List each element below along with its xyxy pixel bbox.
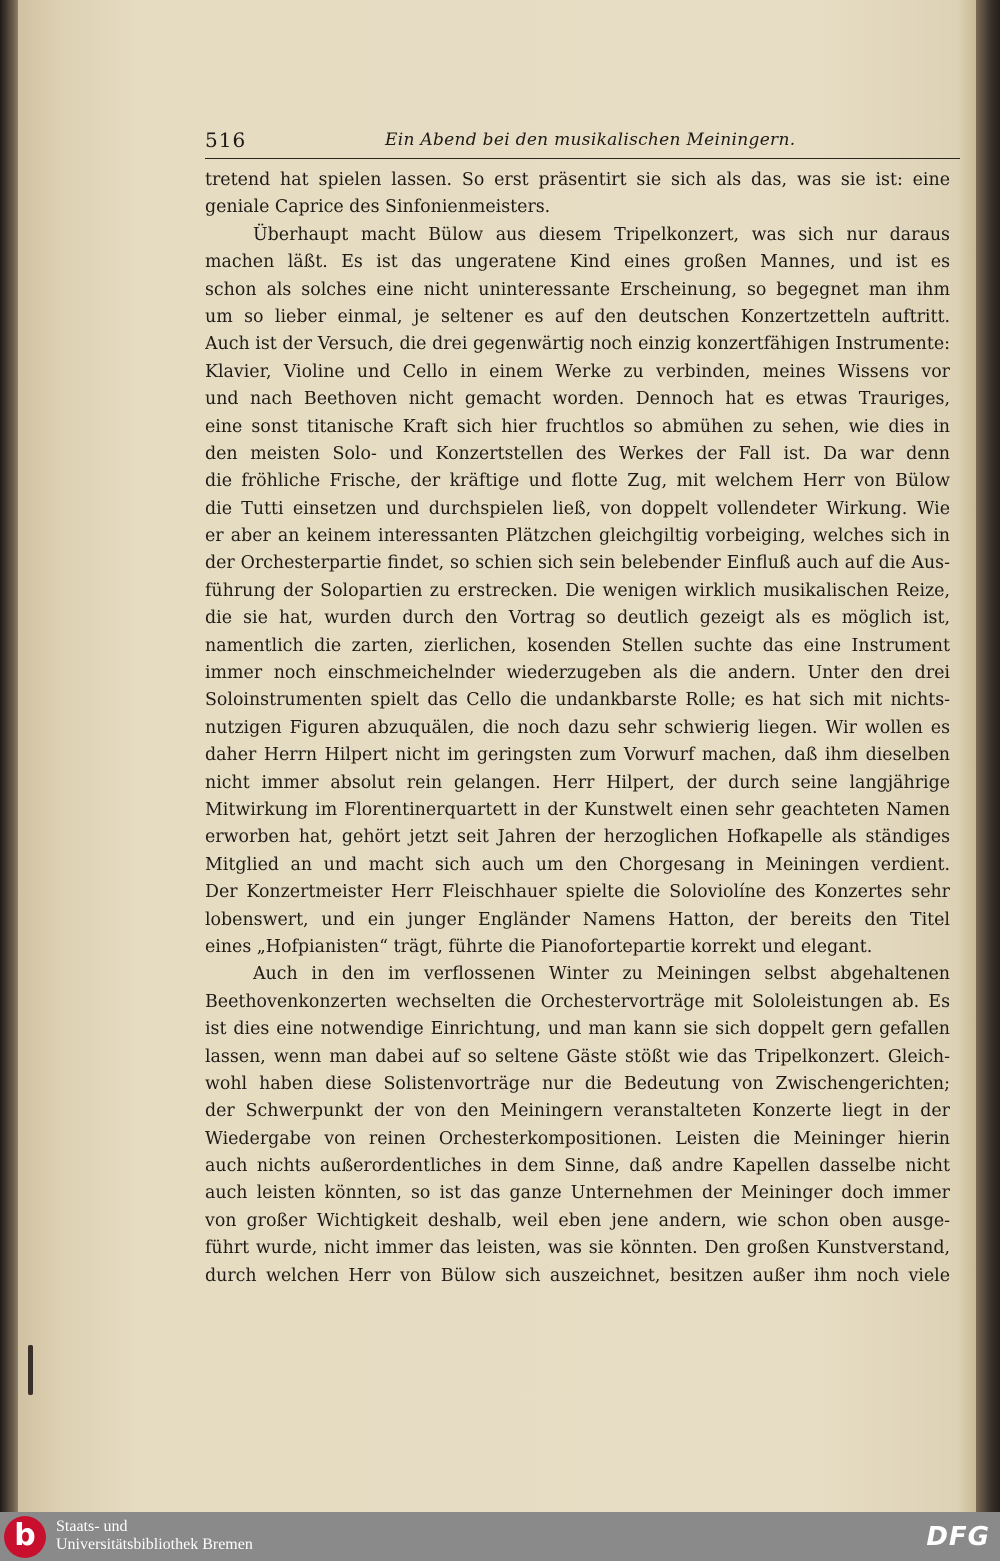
text-line: eines „Hofpianisten“ trägt, führte die Pianofortepartie korrekt und elegant. (205, 936, 873, 957)
text-line: Mitwirkung im Florentinerquartett in der Kunstwelt einen sehr geachteten Namen (205, 799, 950, 820)
body-text (205, 167, 950, 1290)
text-line: nutzigen Figuren abzuquälen, die noch dazu sehr schwierig liegen. Wir wollen es (205, 717, 950, 738)
text-line: Auch in den im verflossenen Winter zu Meiningen selbst abgehaltenen (253, 964, 950, 985)
text-line: geniale Caprice des Sinfonienmeisters. (205, 197, 551, 218)
text-line: machen läßt. Es ist das ungeratene Kind eines großen Mannes, und ist es (205, 252, 950, 273)
text-line: von großer Wichtigkeit deshalb, weil eben jene andern, wie schon oben ausge- (205, 1210, 950, 1231)
margin-mark (28, 1345, 33, 1395)
text-line: wohl haben diese Solistenvorträge nur die Bedeutung von Zwischengerichten; (205, 1073, 950, 1094)
text-line: namentlich die zarten, zierlichen, kosenden Stellen suchte das eine Instrument (205, 635, 950, 656)
text-line: Klavier, Violine und Cello in einem Werke zu verbinden, meines Wissens vor (205, 361, 950, 382)
text-line: Wiedergabe von reinen Orchesterkompositionen. Leisten die Meininger hierin (205, 1128, 950, 1149)
page-number: 516 (205, 128, 247, 152)
library-name-line1: Staats- und (56, 1518, 128, 1535)
text-line: der Schwerpunkt der von den Meiningern veranstalteten Konzerte liegt in der (205, 1101, 950, 1122)
text-line: um so lieber einmal, je seltener es auf den deutschen Konzertzetteln auftritt. (205, 306, 950, 327)
text-line: führung der Solopartien zu erstrecken. Die wenigen wirklich musikalischen Reize, (205, 580, 950, 601)
text-line: Überhaupt macht Bülow aus diesem Tripelkonzert, was sich nur daraus (253, 224, 950, 245)
text-line: lassen, wenn man dabei auf so seltene Gäste stößt wie das Tripelkonzert. Gleich- (205, 1046, 950, 1067)
page-header (205, 128, 960, 159)
library-name-line2: Universitätsbibliothek Bremen (56, 1536, 253, 1553)
footer-bar (0, 1512, 1000, 1561)
text-line: die sie hat, wurden durch den Vortrag so deutlich gezeigt als es möglich ist, (205, 608, 950, 629)
text-line: führt wurde, nicht immer das leisten, was sie könnten. Den großen Kunstverstand, (205, 1238, 950, 1259)
text-line: lobenswert, und ein junger Engländer Namens Hatton, der bereits den Titel (205, 909, 950, 930)
text-line: tretend hat spielen lassen. So erst präsentirt sie sich als das, was sie ist: eine (205, 170, 950, 190)
text-line: nicht immer absolut rein gelangen. Herr Hilpert, der durch seine langjährige (205, 772, 950, 793)
text-line: Der Konzertmeister Herr Fleischhauer spielte die Soloviolíne des Konzertes sehr (205, 882, 950, 903)
text-line: die fröhliche Frische, der kräftige und flotte Zug, mit welchem Herr von Bülow (205, 471, 950, 492)
text-line: er aber an keinem interessanten Plätzchen gleichgiltig vorbeiging, welches sich in (205, 526, 950, 547)
dfg-logo-icon[interactable]: DFG (926, 1522, 990, 1552)
text-line: Auch ist der Versuch, die drei gegenwärtig noch einzig konzertfähigen Instrumente: (205, 334, 950, 355)
text-line: der Orchesterpartie findet, so schien sich sein belebender Einfluß auch auf die Aus- (205, 553, 950, 574)
text-line: schon als solches eine nicht uninteressante Erscheinung, so begegnet man ihm (205, 279, 950, 300)
text-line: auch leisten könnten, so ist das ganze Unternehmen der Meininger doch immer (205, 1183, 950, 1204)
library-logo-icon[interactable]: b (4, 1516, 46, 1558)
text-line: durch welchen Herr von Bülow sich auszeichnet, besitzen außer ihm noch viele (205, 1265, 950, 1286)
text-line: auch nichts außerordentliches in dem Sinne, daß andre Kapellen dasselbe nicht (205, 1156, 950, 1177)
library-name[interactable] (56, 1518, 253, 1554)
text-line: daher Herrn Hilpert nicht im geringsten zum Vorwurf machen, daß ihm dieselben (205, 745, 950, 766)
text-line: eine sonst titanische Kraft sich hier fruchtlos so abmühen zu sehen, wie dies in (205, 416, 950, 437)
text-line: die Tutti einsetzen und durchspielen ließ, von doppelt vollendeter Wirkung. Wie (205, 498, 950, 519)
page-edge (976, 0, 1000, 1512)
text-line: Beethovenkonzerten wechselten die Orchestervorträge mit Sololeistungen ab. Es (205, 991, 950, 1012)
text-line: erworben hat, gehört jetzt seit Jahren der herzoglichen Hofkapelle als ständiges (205, 827, 950, 848)
text-line: Mitglied an und macht sich auch um den Chorgesang in Meiningen verdient. (205, 854, 950, 875)
text-line: und nach Beethoven nicht gemacht worden. Dennoch hat es etwas Trauriges, (205, 389, 950, 410)
text-line: Soloinstrumenten spielt das Cello die undankbarste Rolle; es hat sich mit nichts- (205, 690, 950, 711)
running-title: Ein Abend bei den musikalischen Meiningern. (385, 130, 796, 150)
text-line: den meisten Solo- und Konzertstellen des Werkes der Fall ist. Da war denn (205, 443, 950, 464)
text-line: ist dies eine notwendige Einrichtung, und man kann sie sich doppelt gern gefallen (205, 1019, 950, 1040)
text-line: immer noch einschmeichelnder wiederzugeben als die andern. Unter den drei (205, 663, 950, 684)
